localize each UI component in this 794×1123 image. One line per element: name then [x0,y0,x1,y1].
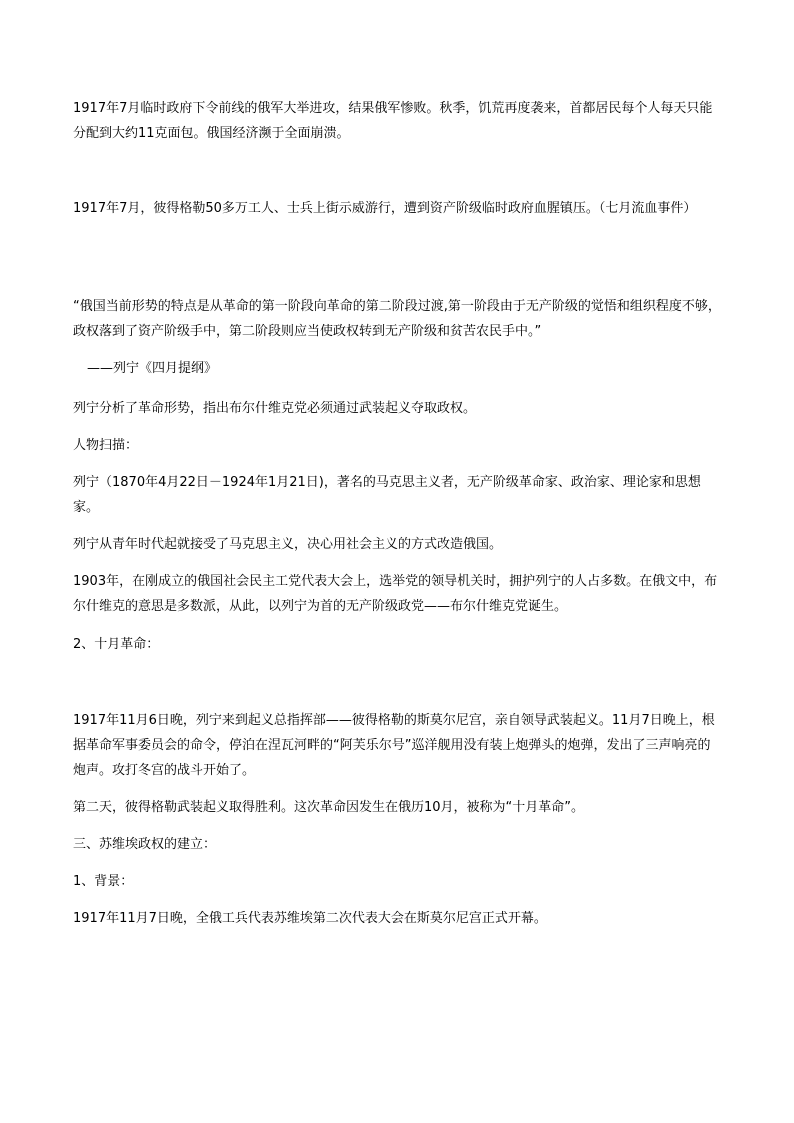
paragraph-lenin-bio: 列宁（1870年4月22日－1924年1月21日)，著名的马克思主义者，无产阶级革命家、政治家、理论家和思想家。 [73,475,701,515]
heading-october-revolution: 2、十月革命： [73,637,160,652]
paragraph-revolution-analysis: 列宁分析了革命形势，指出布尔什维克党必须通过武装起义夺取政权。 [73,401,477,416]
paragraph-uprising: 1917年11月6日晚，列宁来到起义总指挥部——彼得格勒的斯莫尔尼宫，亲自领导武装起义。11月7日晚上，根据革命军事委员会的命令，停泊在涅瓦河畔的“阿芙乐尔号”巡洋舰用没有装上炮弹头的炮弹，发出了三声响亮的炮声。攻打冬宫的战斗开始了。 [73,713,715,778]
heading-soviet-power: 三、苏维埃政权的建立： [73,837,217,852]
paragraph-victory: 第二天，彼得格勒武装起义取得胜利。这次革命因发生在俄历10月，被称为“十月革命”。 [73,800,585,815]
paragraph-july-offensive: 1917年7月临时政府下令前线的俄军大举进攻，结果俄军惨败。秋季，饥荒再度袭来，首都居民每个人每天只能分配到大约11克面包。俄国经济濒于全面崩溃。 [73,101,713,141]
quote-source: ——列宁《四月提纲》 [87,361,218,376]
heading-profile: 人物扫描： [73,438,139,453]
heading-background: 1、背景： [73,874,134,889]
paragraph-congress: 1917年11月7日晚，全俄工兵代表苏维埃第二次代表大会在斯莫尔尼宫正式开幕。 [73,911,547,926]
paragraph-july-days: 1917年7月，彼得格勒50多万工人、士兵上街示威游行，遭到资产阶级临时政府血腥镇压。（七月流血事件） [73,201,697,216]
paragraph-lenin-youth: 列宁从青年时代起就接受了马克思主义，决心用社会主义的方式改造俄国。 [73,537,503,552]
paragraph-bolshevik-origin: 1903年，在刚成立的俄国社会民主工党代表大会上，选举党的领导机关时，拥护列宁的人占多数。在俄文中，布尔什维克的意思是多数派，从此，以列宁为首的无产阶级政党——布尔什维克党诞生。 [73,574,718,614]
paragraph-lenin-quote: “俄国当前形势的特点是从革命的第一阶段向革命的第二阶段过渡,第一阶段由于无产阶级的觉悟和组织程度不够，政权落到了资产阶级手中，第二阶段则应当使政权转到无产阶级和贫苦农民手中。” [73,299,721,339]
